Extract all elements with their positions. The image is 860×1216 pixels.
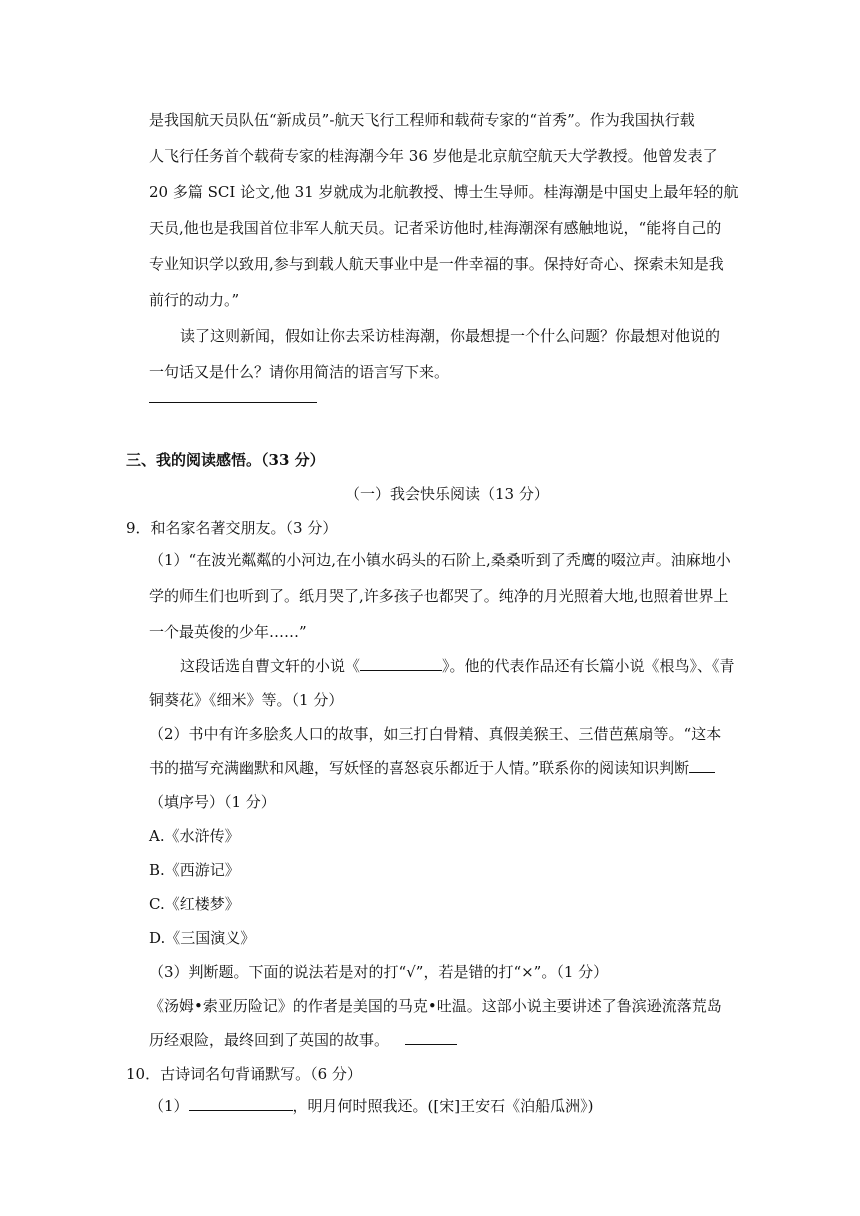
answer-blank-line — [149, 402, 317, 403]
para1-line-2: 人飞行任务首个载荷专家的桂海潮今年 36 岁他是北京航空航天大学教授。他曾发表了 — [149, 147, 718, 165]
q9-p3-line-2 — [149, 1030, 457, 1050]
option-d: D.《三国演义》 — [149, 929, 256, 947]
para1-line-1: 是我国航天员队伍“新成员”-航天飞行工程师和载荷专家的“首秀”。作为我国执行载 — [149, 111, 695, 129]
section-subtitle: （一）我会快乐阅读（13 分） — [345, 485, 549, 503]
para2-line-1: 读了这则新闻，假如让你去采访桂海潮，你最想提一个什么问题？你最想对他说的 — [180, 327, 721, 345]
q9-p3-title: （3）判断题。下面的说法若是对的打“√”，若是错的打“×”。（1 分） — [149, 963, 609, 981]
question-10-title: 10．古诗词名句背诵默写。（6 分） — [126, 1065, 362, 1083]
q9-p1-line-1: （1）“在波光粼粼的小河边,在小镇水码头的石阶上,桑桑听到了秃鹰的啜泣声。油麻地小 — [149, 551, 731, 569]
q9-p2-line-2-text: 书的描写充满幽默和风趣，写妖怪的喜怒哀乐都近于人情。”联系你的阅读知识判断 — [149, 759, 690, 777]
para2-line-2: 一句话又是什么？请你用简洁的语言写下来。 — [149, 363, 450, 381]
q10-line-1-prefix: （1） — [149, 1097, 189, 1115]
para1-line-6: 前行的动力。” — [149, 291, 240, 309]
q9-p2-line-2 — [149, 758, 715, 778]
option-answer-blank[interactable] — [689, 758, 715, 773]
q9-p1-question-before: 这段话选自曹文轩的小说《 — [180, 657, 361, 675]
para1-line-3: 20 多篇 SCI 论文,他 31 岁就成为北航教授、博士生导师。桂海潮是中国史上最年轻的航 — [149, 183, 739, 201]
q9-p3-line-2-text: 历经艰险，最终回到了英国的故事。 — [149, 1031, 390, 1049]
q9-p1-line-3: 一个最英俊的少年……” — [149, 623, 307, 641]
question-9-title: 9．和名家名著交朋友。（3 分） — [126, 519, 338, 537]
option-a: A.《水浒传》 — [149, 827, 240, 845]
q9-p2-line-1: （2）书中有许多脍炙人口的故事，如三打白骨精、真假美猴王、三借芭蕉扇等。“这本 — [149, 725, 722, 743]
q10-line-1-suffix: ，明月何时照我还。([宋]王安石《泊船瓜洲》) — [292, 1097, 594, 1115]
option-c: C.《红楼梦》 — [149, 895, 240, 913]
option-b: B.《西游记》 — [149, 861, 240, 879]
q10-line-1 — [149, 1096, 593, 1116]
section-title: 三、我的阅读感悟。（33 分） — [126, 451, 325, 469]
book-title-blank[interactable] — [360, 656, 442, 671]
judgement-blank[interactable] — [405, 1030, 457, 1045]
poem-blank[interactable] — [189, 1096, 293, 1111]
q9-p2-line-3: （填序号）（1 分） — [149, 793, 276, 811]
q9-p1-line-2: 学的师生们也听到了。纸月哭了,许多孩子也都哭了。纯净的月光照着大地,也照着世界上 — [149, 587, 729, 605]
para1-line-4: 天员,他也是我国首位非军人航天员。记者采访他时,桂海潮深有感触地说，“能将自己的 — [149, 219, 722, 237]
q9-p1-question-line-2: 铜葵花》《细米》等。（1 分） — [149, 691, 344, 709]
para1-line-5: 专业知识学以致用,参与到载人航天事业中是一件幸福的事。保持好奇心、探索未知是我 — [149, 255, 724, 273]
q9-p1-question-after: 》。他的代表作品还有长篇小说《根鸟》、《青 — [442, 657, 735, 675]
q9-p3-line-1: 《汤姆•索亚历险记》的作者是美国的马克•吐温。这部小说主要讲述了鲁滨逊流落荒岛 — [149, 997, 722, 1015]
q9-p1-question — [180, 656, 735, 676]
